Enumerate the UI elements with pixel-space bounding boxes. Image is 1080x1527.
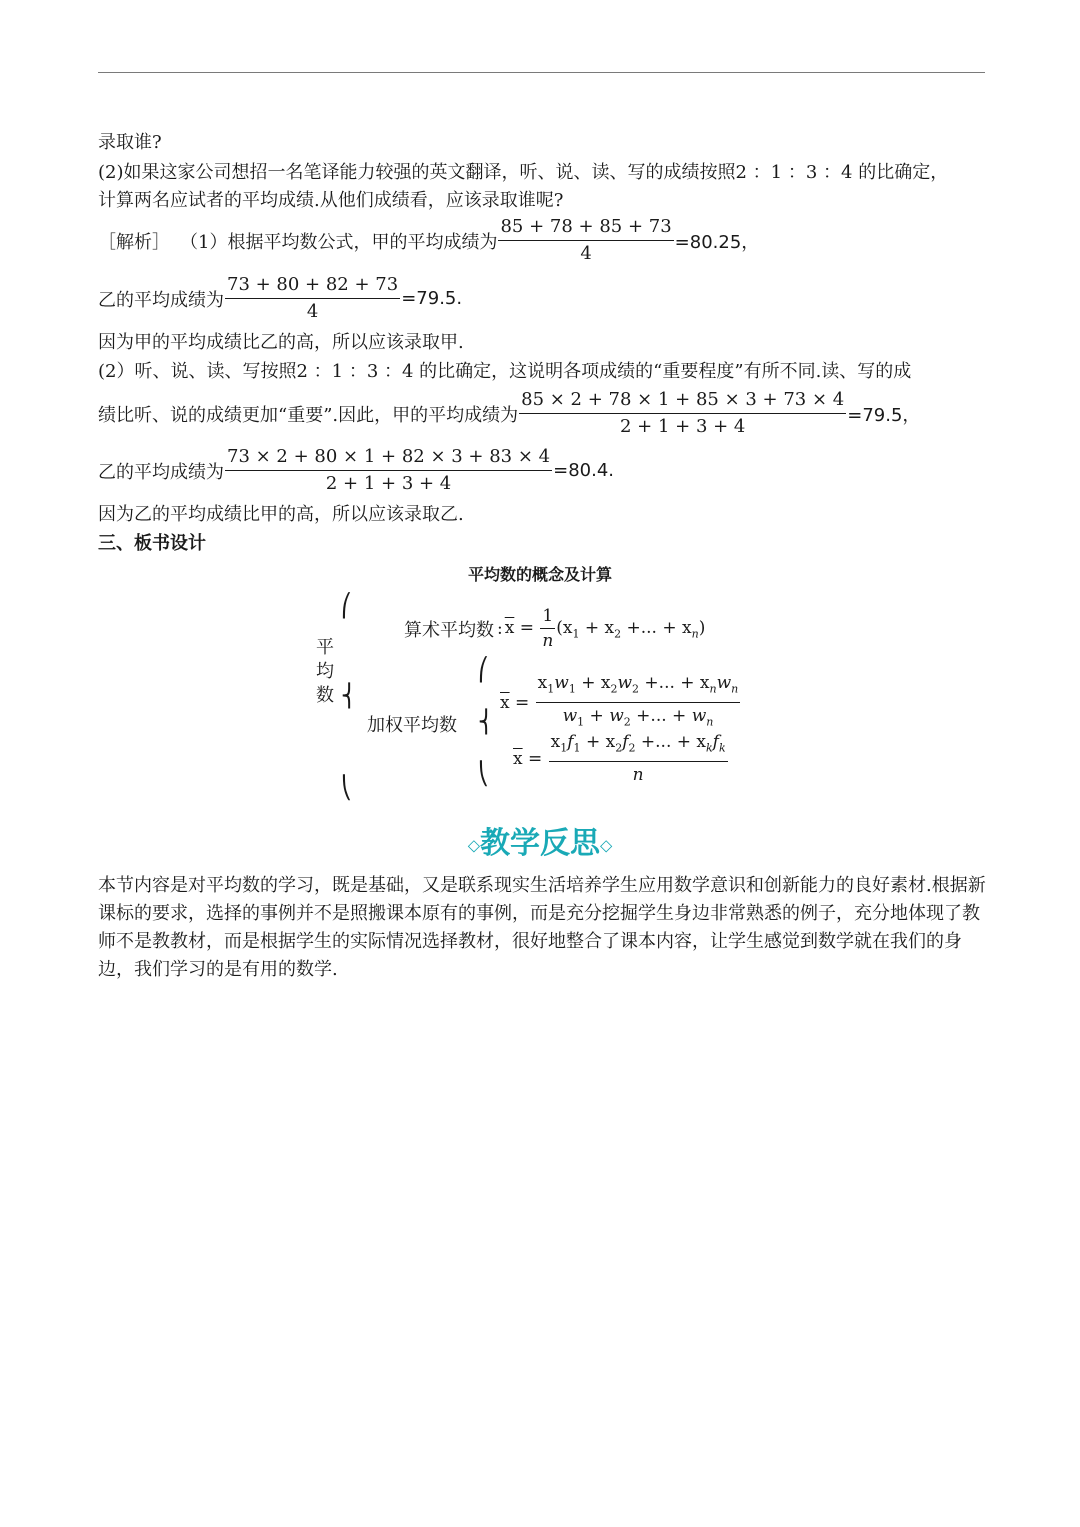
analysis-p2-text: 乙的平均成绩为 [98,289,224,311]
fraction-denominator: 4 [306,301,319,322]
fraction-yi-simple [225,274,400,323]
reflection-heading [0,818,1080,862]
analysis-p5-text: 绩比听、说的成绩更加“重要”.因此，甲的平均成绩为 [98,404,519,426]
brace-inner-top: ⎛ [478,658,489,683]
board-title: 平均数的概念及计算 [467,565,612,584]
result-yi-weighted: =80.4. [553,460,614,481]
fraction-numerator: 85 × 2 + 78 × 1 + 85 × 3 + 73 × 4 [519,389,846,414]
fraction-numerator: 73 × 2 + 80 × 1 + 82 × 3 + 83 × 4 [225,446,552,471]
question-2-line-1: (2)如果这家公司想招一名笔译能力较强的英文翻译，听、说、读、写的成绩按照2 ：1 ：3 ：4 的比确定， [98,162,949,183]
analysis-tag: ［解析］ [98,231,170,253]
weighted-formula-w: $\overline{x}$ = $\frac{x_1w_1 + x_2w_2 +... + x_nw_n}{w_1 + w_2 +... + w_n}$ [500,673,739,729]
fraction-jia-weighted [519,389,846,438]
fraction-numerator: 85 + 78 + 85 + 73 [498,216,673,241]
brace-inner-bottom: ⎝ [478,762,489,787]
analysis-conclusion-2: 因为乙的平均成绩比甲的高，所以应该录取乙. [98,504,464,525]
fraction-denominator: 4 [580,243,592,264]
result-yi-simple: =79.5. [401,288,463,309]
board-root-label: 平 均 数 [316,637,334,706]
question-2-line-2: 计算两名应试者的平均成绩.从他们成绩看，应该录取谁呢? [98,190,564,211]
analysis-conclusion-1: 因为甲的平均成绩比乙的高，所以应该录取甲. [98,332,464,353]
fraction-jia-simple [498,216,673,265]
weighted-formula-f: $\overline{x}$ = $\frac{x_1f_1 + x_2f_2 +... + x_kf_k}{n}$ [513,732,726,786]
arith-colon: : [497,618,503,639]
brace-outer-mid: ⎨ [341,684,358,709]
arith-mean-row [404,606,705,651]
reflection-title: 教学反思 [480,826,600,861]
analysis-p4: (2）听、说、读、写按照2 ：1 ：3 ：4 的比确定，这说明各项成绩的“重要程度”有所不同.读、写的成 [98,361,912,382]
header-rule [98,72,985,73]
result-jia-weighted: =79.5， [847,404,921,426]
analysis-p1-text: （1）根据平均数公式，甲的平均成绩为 [180,231,498,253]
analysis-line-3 [98,389,920,438]
diamond-icon: ◇ [467,835,480,855]
fraction-yi-weighted [225,446,552,495]
brace-outer-bottom: ⎝ [341,776,352,801]
fraction-denominator: 2 + 1 + 3 + 4 [325,473,452,494]
analysis-line-2 [98,274,462,323]
result-jia-simple: =80.25， [674,231,760,253]
diamond-icon: ◇ [600,835,613,855]
weighted-mean-label: 加权平均数 [367,715,457,736]
arith-formula: $\overline{x}$ = $\frac{1}{n}$ ($x_1 + x_2$ +... + $x_n$) [504,606,706,651]
fraction-denominator: 2 + 1 + 3 + 4 [619,416,746,437]
arith-mean-label: 算术平均数 [404,619,494,641]
analysis-line-1 [98,216,759,265]
reflection-paragraph: 本节内容是对平均数的学习，既是基础，又是联系现实生活培养学生应用数学意识和创新能力的良好素材.根据新课标的要求，选择的事例并不是照搬课本原有的事例，而是充分挖掘学生身边非常熟悉的例子，充分地体现了教师不是教教材，而是根据学生的实际情况选择教材，很好地整合了课本内容，让学生感觉到数学就在我们的身边，我们学习的是有用的数学. [98,875,986,980]
fraction-numerator: 73 + 80 + 82 + 73 [225,274,400,299]
analysis-p6-text: 乙的平均成绩为 [98,461,224,483]
brace-outer-top: ⎛ [341,594,352,619]
section-3-heading: 三、板书设计 [98,533,206,554]
brace-inner-mid: ⎨ [478,710,495,735]
question-tail: 录取谁? [98,132,162,153]
analysis-line-4 [98,446,614,495]
